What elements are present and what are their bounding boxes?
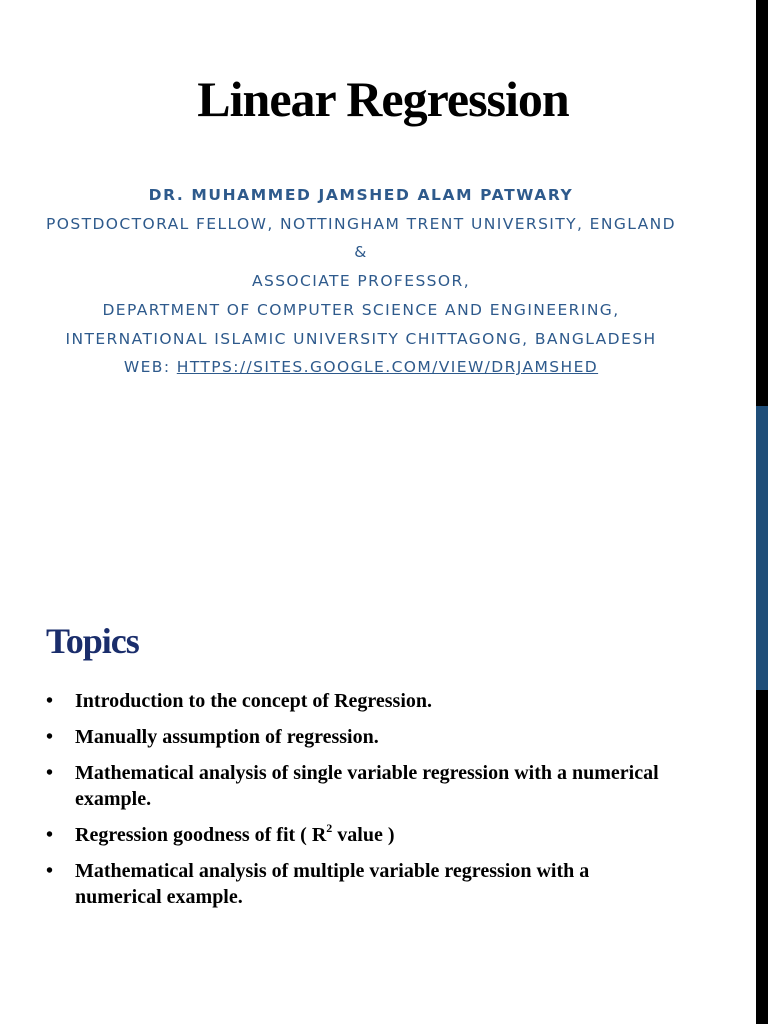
topics-heading: Topics [46, 621, 139, 661]
bullet-icon: • [46, 762, 54, 784]
list-item [46, 688, 666, 714]
list-item [46, 822, 666, 848]
author-name: DR. MUHAMMED JAMSHED ALAM PATWARY [148, 186, 574, 204]
university-line: INTERNATIONAL ISLAMIC UNIVERSITY CHITTAGONG, BANGLADESH [65, 329, 657, 348]
position-line: POSTDOCTORAL FELLOW, NOTTINGHAM TRENT UNIVERSITY, ENGLAND [45, 214, 676, 233]
author-block [0, 181, 722, 382]
slide-title: Linear Regression [197, 71, 569, 127]
title-line: ASSOCIATE PROFESSOR, [251, 272, 471, 291]
web-label: WEB: [123, 358, 177, 377]
topics-slide [0, 610, 756, 1010]
web-link[interactable]: HTTPS://SITES.GOOGLE.COM/VIEW/DRJAMSHED [176, 358, 599, 377]
bullet-icon: • [46, 860, 54, 882]
list-item [46, 858, 666, 910]
list-item [46, 724, 666, 750]
bullet-icon: • [46, 824, 54, 846]
list-item-text [75, 821, 395, 846]
list-item-text: Introduction to the concept of Regression. [75, 690, 433, 712]
web-line [0, 353, 722, 382]
list-item-suffix: value ) [332, 824, 395, 846]
bullet-icon: • [46, 726, 54, 748]
ampersand: & [354, 243, 368, 262]
list-item-text: Manually assumption of regression. [75, 726, 379, 748]
right-edge-accent [756, 406, 768, 690]
list-item-text: Mathematical analysis of single variable regression with a numerical example. [75, 762, 659, 810]
list-item-prefix: Regression goodness of fit ( R [75, 824, 327, 846]
topics-list [46, 688, 666, 920]
title-slide [0, 0, 756, 400]
list-item-text: Mathematical analysis of multiple variable regression with a numerical example. [75, 860, 590, 908]
superscript-two: 2 [326, 821, 333, 836]
department-line: DEPARTMENT OF COMPUTER SCIENCE AND ENGINEERING, [102, 300, 620, 319]
bullet-icon: • [46, 690, 54, 712]
list-item [46, 760, 666, 812]
